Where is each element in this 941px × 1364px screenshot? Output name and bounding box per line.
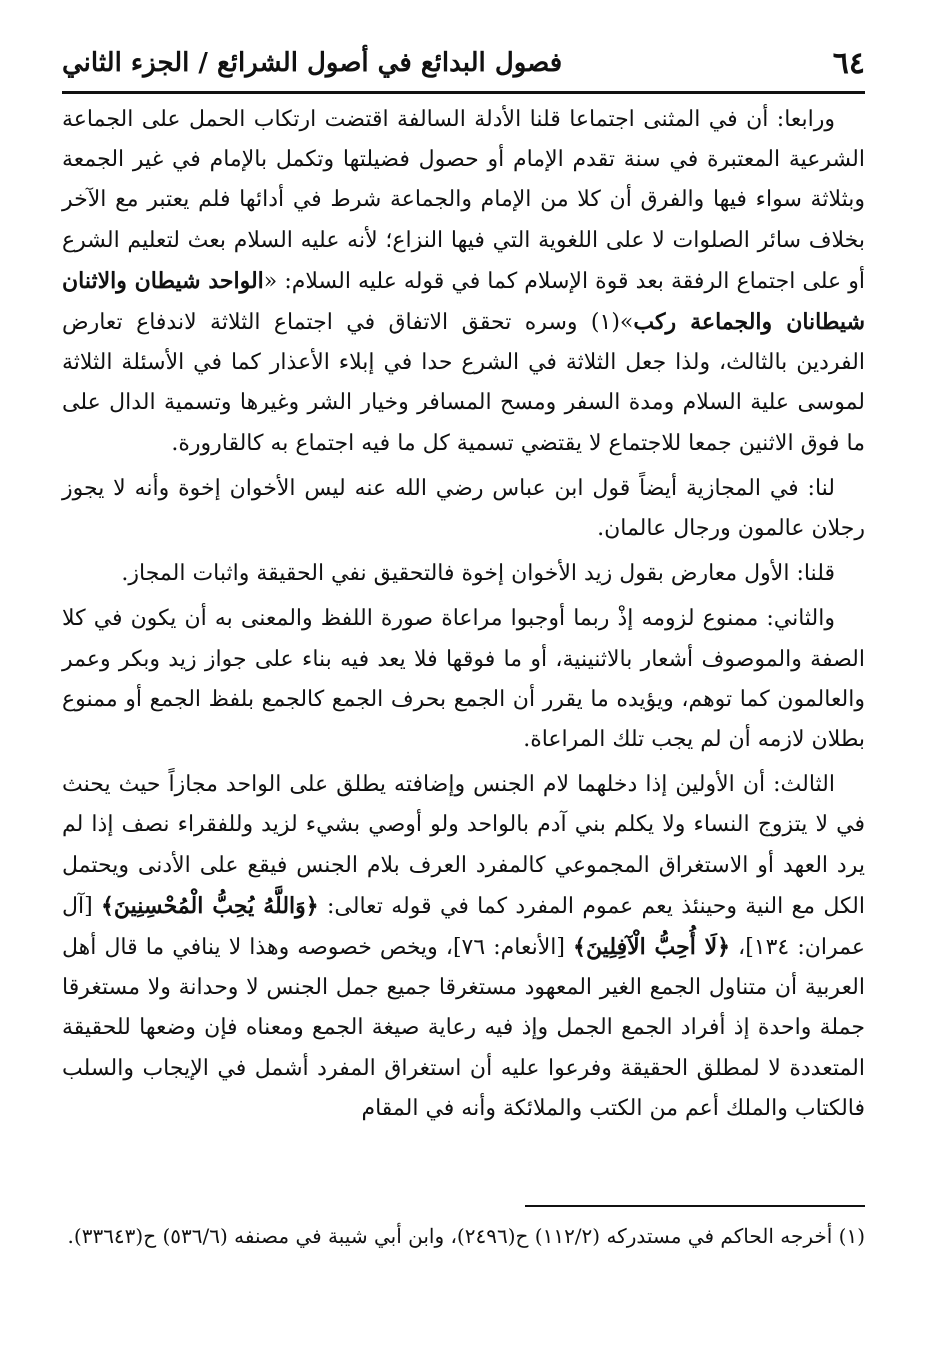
running-header [62,38,865,88]
paragraph-first-reply: قلنا: الأول معارض بقول زيد الأخوان إخوة فالتحقيق نفي الحقيقة واثبات المجاز. [121,561,835,587]
running-title: فصول البدائع في أصول الشرائع / الجزء الثاني [62,48,563,78]
footnote-divider [525,1205,865,1207]
header-divider [62,91,865,94]
text-run: [آل عمران: ١٣٤]، [62,893,865,961]
text-run: الثالث: أن الأولين إذا دخلهما لام الجنس وإضافته يطلق على الواحد مجازاً حيث يحنث في لا يتزوج النساء ولا يكلم بني آدم بالواحد ولو أوصي بشيء لزيد وللفقراء نصف إذا لم يرد العهد أو الاستغراق المجموعي كالمفرد العرف بلام الجنس فيقع على الأدنى ويحتمل الكل مع النية وحينئذ يعم عموم المفرد كما في قوله تعالى: [62,772,865,919]
text-run: ورابعا: أن في المثنى اجتماعا قلنا الأدلة السالفة اقتضت ارتكاب الحمل على الجماعة الشرعية المعتبرة في سنة تقدم الإمام أو حصول فضيلتها وتكمل بالإمام في غير الجمعة وبثلاثة سواء فيها والفرق أن كلا من الإمام والجماعة شرط في أدائها فلم يعتبر مع الآخر بخلاف سائر الصلوات لا على اللغوية التي فيها النزاع؛ لأنه عليه السلام بعث لتعليم الشرع أو على اجتماع الرفقة بعد قوة الإسلام كما في قوله عليه السلام: « [62,107,865,294]
paragraph-fourth-point [62,100,865,464]
main-text [62,100,865,1134]
quran-verse: ﴿وَاللَّهُ يُحِبُّ الْمُحْسِنِينَ﴾ [101,892,319,919]
paragraph-our-evidence: لنا: في المجازية أيضاً قول ابن عباس رضي الله عنه ليس الأخوان إخوة وأنه لا يجوز رجلان عالمون ورجال عالمان. [62,475,865,542]
text-run: »(١) وسره تحقق الاتفاق في اجتماع الثلاثة لاندفاع تعارض الفردين بالثالث، ولذا جعل الثلاثة في الشرع حدا في إبلاء الأعذار كما في الأسئلة الثلاثة لموسى علية السلام ومدة السفر ومسح المسافر وخيار الشر وغيرها وتسمية الدال على ما فوق الاثنين جمعا للاجتماع لا يقتضي تسمية كل ما فيه اجتماع به كالقارورة. [62,310,865,456]
footnote: (١) أخرجه الحاكم في مستدركه (١١٢/٢) ح(٢٤٩٦)، وابن أبي شيبة في مصنفه (٥٣٦/٦) ح(٣٣٦٤٣). [67,1224,865,1248]
page-number: ٦٤ [832,45,865,81]
text-run: [الأنعام: ٧٦]، ويخص خصوصه وهذا لا ينافي ما قال أهل العربية أن متناول الجمع الغير المعهود مستغرقا جميع جمل الجنس لا وحدانة ولا مستغرقا جملة واحدة إذ أفراد الجمع الجمل وإذ فيه رعاية صيغة الجمع ومعناه فإن وضعها للحقيقة المتعددة لا لمطلق الحقيقة وفرعوا عليه أن استغراق المفرد أشمل في الإيجاب والسلب فالكتاب والملك أعم من الكتب والملائكة وأنه في المقام [62,935,865,1121]
paragraph-second-reply: والثاني: ممنوع لزومه إذْ ربما أوجبوا مراعاة صورة اللفظ والمعنى به أن يكون في كلا الصفة والموصوف أشعار بالاثنينية، أو ما فوقها فلا يعد فيه بناء على جواز زيد وبكر وعمر والعالمون كما توهم، ويؤيده ما يقرر أن الجمع بحرف الجمع كالجمع بلفظ الجمع أو ممنوع بطلان لازمه أن لم يجب تلك المراعاة. [62,606,865,753]
hadith-quote: الواحد شيطان والاثنان شيطانان والجماعة ركب [62,267,866,336]
paragraph-third-point [62,765,865,1129]
quran-verse: ﴿لَا أُحِبُّ الْآفِلِينَ﴾ [573,934,731,961]
